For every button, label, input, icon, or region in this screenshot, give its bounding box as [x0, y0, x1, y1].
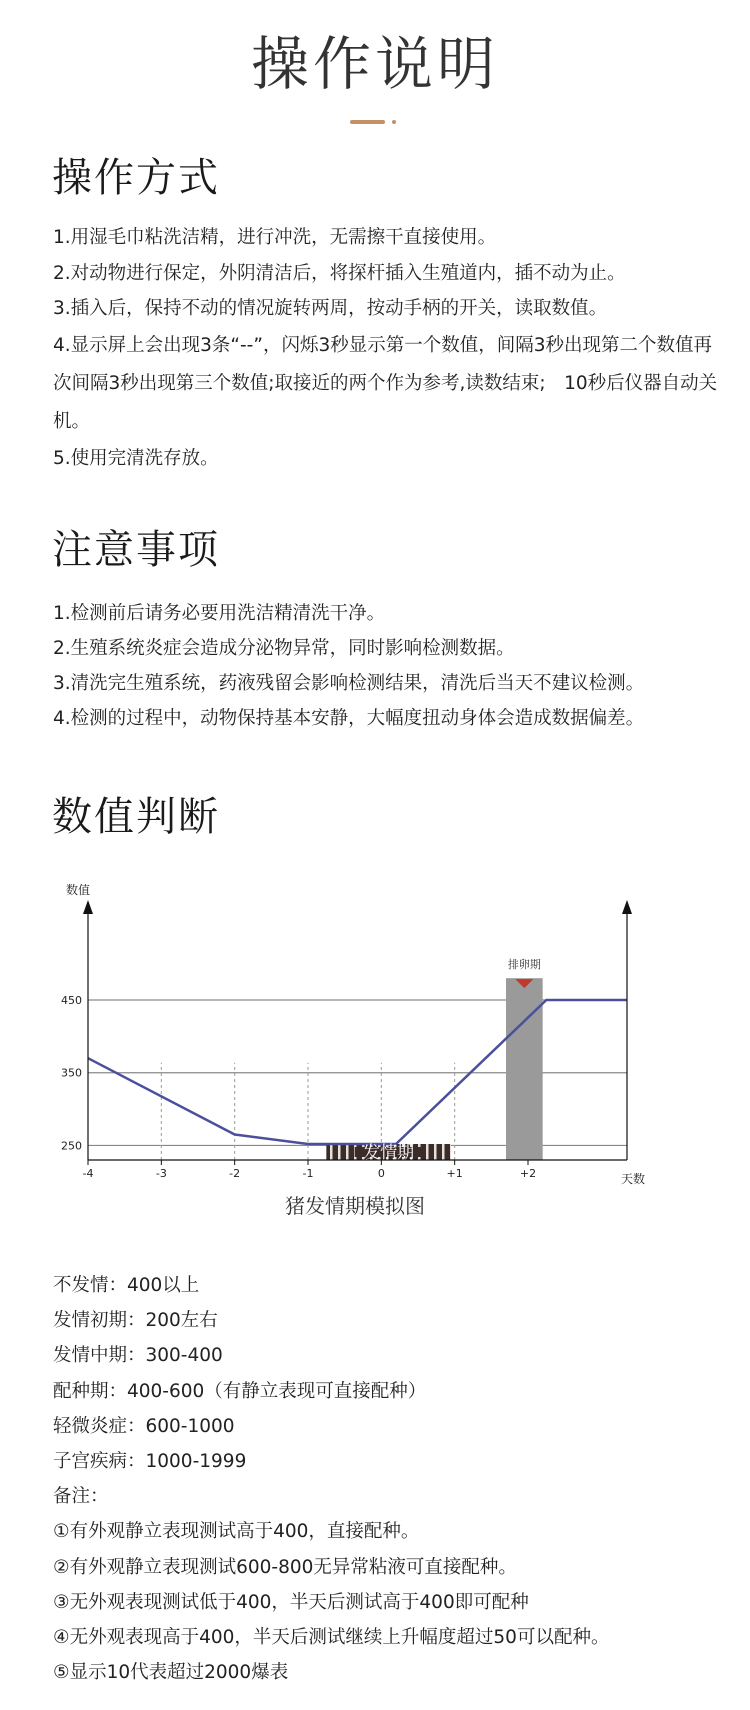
band-ovulation [506, 978, 543, 1160]
estrus-chart [50, 876, 660, 1216]
values-list [53, 1268, 723, 1690]
y-tick-label: 450 [61, 994, 82, 1007]
list-item: 4.显示屏上会出现3条“--”，闪烁3秒显示第一个数值，间隔3秒出现第二个数值再次间隔3秒出现第三个数值;取接近的两个作为参考,读数结束; 10秒后仪器自动关机。 [53, 334, 718, 432]
values-heading: 数值判断 [52, 794, 220, 840]
list-item: 轻微炎症：600-1000 [53, 1415, 235, 1437]
list-item: 不发情：400以上 [53, 1275, 200, 1296]
notes-heading: 注意事项 [52, 527, 220, 573]
notes-list [53, 596, 723, 736]
chart-title: 猪发情期模拟图 [285, 1194, 425, 1216]
list-item: 2.生殖系统炎症会造成分泌物异常，同时影响检测数据。 [53, 638, 515, 659]
list-item: ②有外观静立表现测试600-800无异常粘液可直接配种。 [53, 1556, 517, 1578]
y-tick-label: 250 [61, 1139, 82, 1153]
list-item: 1.检测前后请务必要用洗洁精清洗干净。 [53, 603, 386, 624]
list-item: 备注： [53, 1486, 109, 1508]
x-axis-label: 天数 [620, 1172, 646, 1186]
x-tick-label: -1 [302, 1167, 314, 1180]
right-axis-arrow [622, 900, 632, 914]
x-tick-label: -4 [82, 1167, 94, 1180]
y-axis-arrow [83, 900, 93, 914]
list-item: 发情初期：200左右 [53, 1310, 218, 1332]
list-item: ③无外观表现测试低于400，半天后测试高于400即可配种 [53, 1591, 529, 1613]
x-tick-label: +2 [519, 1167, 537, 1180]
band-label: 排卵期 [507, 958, 541, 972]
page-title: 操作说明 [250, 30, 499, 98]
list-item: 4.检测的过程中，动物保持基本安静，大幅度扭动身体会造成数据偏差。 [53, 708, 645, 729]
band-label: 发情期 [363, 1143, 415, 1163]
title-deco-dot [392, 120, 396, 124]
list-item: 2.对动物进行保定，外阴清洁后，将探杆插入生殖道内，插不动为止。 [53, 262, 626, 284]
x-tick-label: -2 [229, 1167, 241, 1180]
x-tick-label: +1 [446, 1167, 463, 1180]
x-tick-label: -3 [155, 1167, 167, 1180]
list-item: 5.使用完清洗存放。 [53, 447, 219, 469]
operation-list [53, 220, 723, 476]
operation-heading: 操作方式 [52, 155, 220, 201]
series-line [88, 1000, 627, 1144]
list-item: 发情中期：300-400 [53, 1345, 223, 1367]
list-item: ④无外观表现高于400，半天后测试继续上升幅度超过50可以配种。 [53, 1627, 610, 1649]
list-item: ⑤显示10代表超过2000爆表 [53, 1662, 289, 1684]
list-item: 3.插入后，保持不动的情况旋转两周，按动手柄的开关，读取数值。 [53, 298, 608, 319]
list-item: ①有外观静立表现测试高于400，直接配种。 [53, 1521, 420, 1543]
list-item: 3.清洗完生殖系统，药液残留会影响检测结果，清洗后当天不建议检测。 [53, 673, 645, 694]
list-item: 子宫疾病：1000-1999 [53, 1451, 247, 1473]
y-tick-label: 350 [61, 1066, 82, 1080]
x-tick-label: 0 [377, 1167, 385, 1180]
list-item: 配种期：400-600（有静立表现可直接配种） [53, 1380, 427, 1402]
title-decoration [350, 120, 400, 126]
title-deco-bar [350, 120, 385, 124]
y-axis-label: 数值 [65, 883, 91, 897]
list-item: 1.用湿毛巾粘洗洁精，进行冲洗，无需擦干直接使用。 [53, 227, 497, 248]
